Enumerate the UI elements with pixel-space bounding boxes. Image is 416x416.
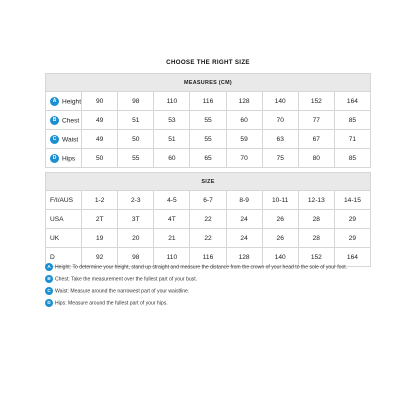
value-cell: 55 [190,111,226,130]
value-cell: 21 [154,229,190,248]
value-cell: 140 [262,248,298,267]
value-cell: 22 [190,210,226,229]
value-cell: 2-3 [118,191,154,210]
size-chart-table [45,73,371,267]
row-label: UK [50,234,60,242]
value-cell: 50 [118,130,154,149]
value-cell: 28 [298,210,334,229]
value-cell: 28 [298,229,334,248]
value-cell: 55 [118,149,154,168]
value-cell: 20 [118,229,154,248]
measures-header [46,74,371,92]
size-row [46,210,371,229]
row-label-cell [46,149,82,168]
row-label: Waist [62,135,79,143]
measurement-notes [45,263,385,311]
value-cell: 1-2 [82,191,118,210]
measure-badge-icon: A [45,263,53,271]
value-cell: 50 [82,149,118,168]
note-text: Hips: Measure around the fullest part of your hips. [55,300,168,307]
value-cell: 24 [226,210,262,229]
value-cell: 80 [298,149,334,168]
size-header [46,173,371,191]
value-cell: 14-15 [334,191,370,210]
value-cell: 128 [226,248,262,267]
value-cell: 49 [82,111,118,130]
row-label-cell [46,229,82,248]
value-cell: 110 [154,92,190,111]
value-cell: 53 [154,111,190,130]
value-cell: 152 [298,248,334,267]
value-cell: 4T [154,210,190,229]
note-text: Chest: Take the measurement over the fullest part of your bust. [55,276,198,283]
measure-badge-icon: B [50,116,59,125]
size-row [46,229,371,248]
value-cell: 26 [262,210,298,229]
row-label-cell [46,111,82,130]
measure-badge-icon: C [45,287,53,295]
value-cell: 60 [154,149,190,168]
note-item [45,299,385,311]
value-cell: 12-13 [298,191,334,210]
size-row [46,191,371,210]
row-label: Hips [62,154,76,162]
row-label-cell [46,210,82,229]
measures-row [46,111,371,130]
value-cell: 77 [298,111,334,130]
note-item [45,263,385,275]
value-cell: 116 [190,92,226,111]
row-label: F/I/AUS [50,196,74,204]
value-cell: 29 [334,210,370,229]
value-cell: 10-11 [262,191,298,210]
value-cell: 65 [190,149,226,168]
value-cell: 152 [298,92,334,111]
value-cell: 71 [334,130,370,149]
value-cell: 4-5 [154,191,190,210]
value-cell: 19 [82,229,118,248]
note-item [45,275,385,287]
value-cell: 3T [118,210,154,229]
value-cell: 70 [262,111,298,130]
value-cell: 26 [262,229,298,248]
value-cell: 51 [154,130,190,149]
note-text: Waist: Measure around the narrowest part of your waistline. [55,288,190,295]
row-label-cell [46,191,82,210]
size-header-label: SIZE [46,173,371,191]
value-cell: 49 [82,130,118,149]
measure-badge-icon: B [45,275,53,283]
row-label: D [50,253,55,261]
measures-row [46,149,371,168]
measure-badge-icon: C [50,135,59,144]
row-label: Height [62,97,82,105]
value-cell: 164 [334,248,370,267]
value-cell: 51 [118,111,154,130]
value-cell: 2T [82,210,118,229]
value-cell: 110 [154,248,190,267]
value-cell: 128 [226,92,262,111]
row-label-cell [46,92,82,111]
measure-badge-icon: A [50,97,59,106]
measures-row [46,92,371,111]
measures-row [46,130,371,149]
measure-badge-icon: D [50,154,59,163]
value-cell: 24 [226,229,262,248]
value-cell: 85 [334,149,370,168]
page-title: CHOOSE THE RIGHT SIZE [166,59,250,66]
value-cell: 6-7 [190,191,226,210]
value-cell: 8-9 [226,191,262,210]
value-cell: 92 [82,248,118,267]
value-cell: 85 [334,111,370,130]
value-cell: 63 [262,130,298,149]
value-cell: 90 [82,92,118,111]
measure-badge-icon: D [45,299,53,307]
value-cell: 70 [226,149,262,168]
value-cell: 22 [190,229,226,248]
value-cell: 67 [298,130,334,149]
value-cell: 98 [118,92,154,111]
value-cell: 60 [226,111,262,130]
row-label: Chest [62,116,80,124]
note-item [45,287,385,299]
row-label: USA [50,215,64,223]
value-cell: 98 [118,248,154,267]
value-cell: 164 [334,92,370,111]
note-text: Height: To determine your height, stand up straight and measure the distance from the crown of your head to the sole of your foot. [55,264,348,271]
value-cell: 55 [190,130,226,149]
measures-header-label: MEASURES (CM) [46,74,371,92]
value-cell: 75 [262,149,298,168]
row-label-cell [46,130,82,149]
value-cell: 116 [190,248,226,267]
value-cell: 29 [334,229,370,248]
value-cell: 59 [226,130,262,149]
value-cell: 140 [262,92,298,111]
